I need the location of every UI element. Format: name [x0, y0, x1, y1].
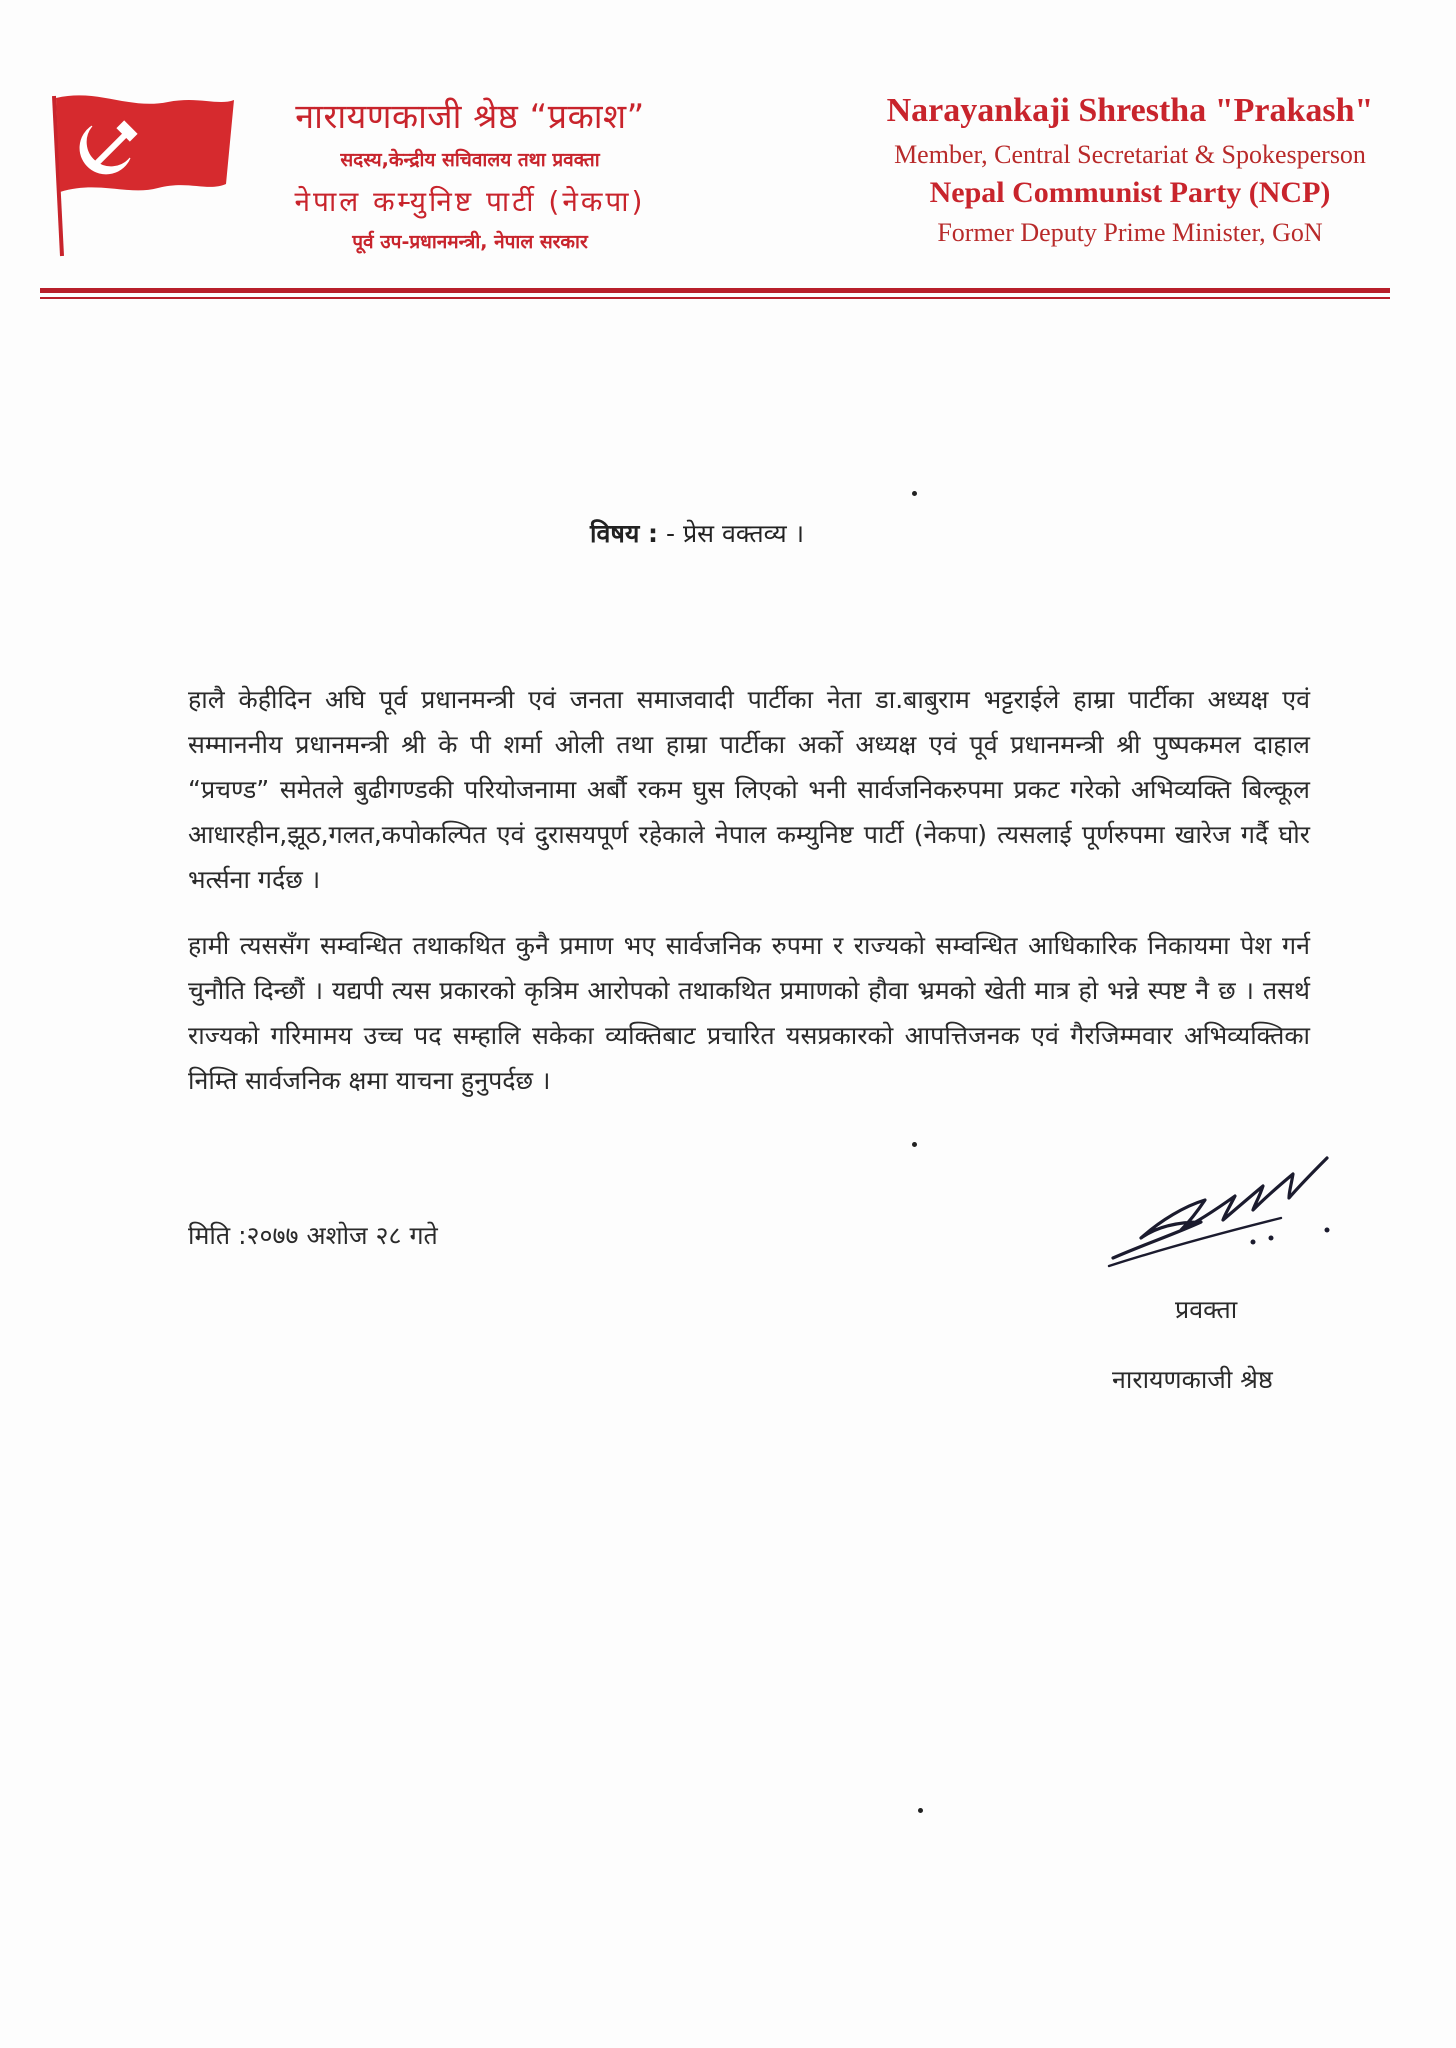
body-paragraph-2: हामी त्यससँग सम्वन्धित तथाकथित कुनै प्रमाण भए सार्वजनिक रुपमा र राज्यको सम्वन्धित आधिकारिक निकायमा पेश गर्न चुनौति दिन्छौं । यद्यपी त्यस प्रकारको कृत्रिम आरोपको तथाकथित प्रमाणको हौवा भ्रमको खेती मात्र हो भन्ने स्पष्ट नै छ । तसर्थ राज्यको गरिमामय उच्च पद सम्हालि सकेका व्यक्तिबाट प्रचारित यसप्रकारको आपत्तिजनक एवं गैरजिम्मवार अभिव्यक्तिका निम्ति सार्वजनिक क्षमा याचना हुनुपर्दछ ।	[188, 931, 1310, 1095]
letterhead-name-np: नारायणकाजी श्रेष्ठ “प्रकाश”	[295, 97, 645, 137]
signatory-name: नारायणकाजी श्रेष्ठ	[1112, 1365, 1273, 1394]
letterhead-name-en: Narayankaji Shrestha "Prakash"	[886, 92, 1374, 129]
scan-speck	[912, 491, 917, 496]
letterhead-english	[860, 92, 1400, 248]
letter-date: मिति :२०७७ अशोज २८ गते	[188, 1221, 438, 1250]
handwritten-signature	[1105, 1140, 1345, 1270]
scan-speck	[918, 1808, 923, 1813]
body-paragraph-1: हालै केहीदिन अघि पूर्व प्रधानमन्त्री एवं जनता समाजवादी पार्टीका नेता डा.बाबुराम भट्टराईले हाम्रा पार्टीका अध्यक्ष एवं सम्माननीय प्रधानमन्त्री श्री के पी शर्मा ओली तथा हाम्रा पार्टीका अर्को अध्यक्ष एवं पूर्व प्रधानमन्त्री श्री पुष्पकमल दाहाल “प्रचण्ड” समेतले बुढीगण्डकी परियोजनामा अर्बौ रकम घुस लिएको भनी सार्वजनिकरुपमा प्रकट गरेको अभिव्यक्ति बिल्कूल आधारहीन,झूठ,गलत,कपोकल्पित एवं दुरासयपूर्ण रहेकाले नेपाल कम्युनिष्ट पार्टी (नेकपा) त्यसलाई पूर्णरुपमा खारेज गर्दै घोर भर्त्सना गर्दछ ।	[188, 685, 1310, 894]
letterhead-divider	[40, 288, 1390, 293]
subject-text: - प्रेस वक्तव्य ।	[665, 519, 805, 548]
letterhead-divider-thin	[40, 297, 1390, 299]
letterhead-party-en: Nepal Communist Party (NCP)	[929, 176, 1331, 209]
subject-label: विषय :	[590, 519, 659, 548]
subject-line	[590, 516, 804, 550]
letterhead-former-np: पूर्व उप-प्रधानमन्त्री, नेपाल सरकार	[352, 231, 588, 253]
scan-speck	[912, 1142, 917, 1147]
letterhead-former-en: Former Deputy Prime Minister, GoN	[937, 218, 1323, 247]
letterhead-role-en: Member, Central Secretariat & Spokesperson	[894, 140, 1366, 169]
signatory-title: प्रवक्ता	[1175, 1295, 1238, 1324]
hammer-sickle-flag-icon	[48, 88, 238, 258]
letterhead-role-np: सदस्य,केन्द्रीय सचिवालय तथा प्रवक्ता	[340, 149, 600, 171]
letterhead-nepali	[240, 92, 700, 254]
letterhead-party-np: नेपाल कम्युनिष्ट पार्टी (नेकपा)	[294, 185, 646, 218]
